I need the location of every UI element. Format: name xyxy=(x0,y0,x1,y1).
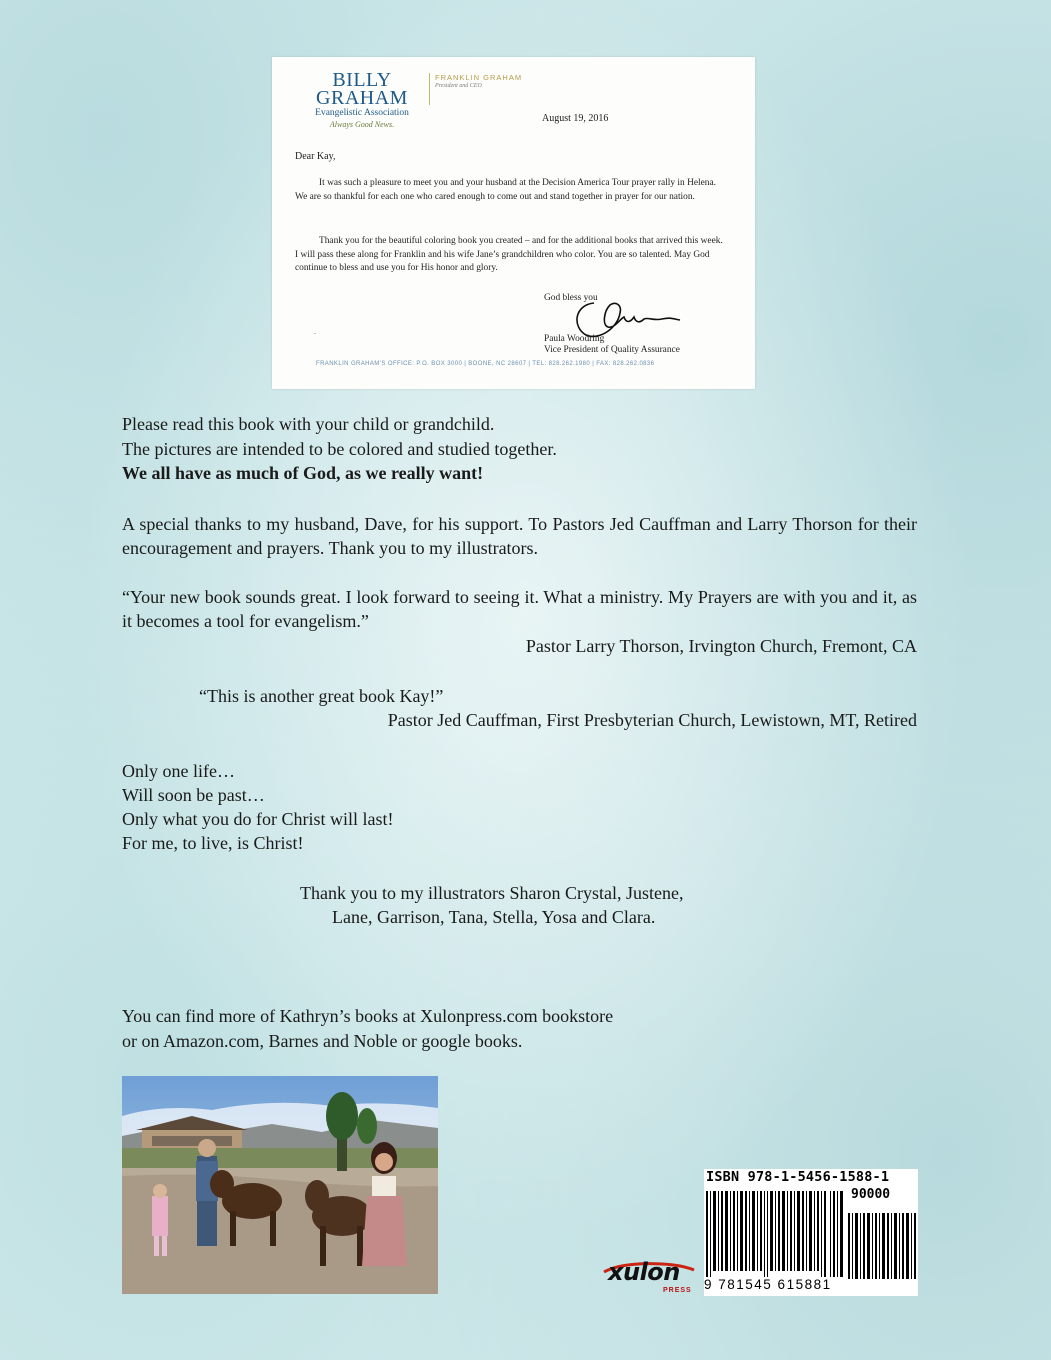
signer-title: Vice President of Quality Assurance xyxy=(544,345,680,355)
isbn-label: ISBN 978-1-5456-1588-1 xyxy=(706,1169,890,1185)
poem-line-2: Will soon be past… xyxy=(122,785,265,805)
letterhead-title: President and CEO xyxy=(435,83,482,89)
letter-salutation: Dear Kay, xyxy=(295,151,336,162)
publisher-sub: PRESS xyxy=(663,1287,692,1294)
publisher-name: xulon xyxy=(608,1258,680,1286)
intro-line-1: Please read this book with your child or grandchild. xyxy=(122,414,495,434)
letter-mark: . xyxy=(314,327,316,336)
quote-cauffman: “This is another great book Kay!” xyxy=(199,686,444,706)
letter-date: August 19, 2016 xyxy=(542,113,609,124)
logo-line-graham: GRAHAM xyxy=(316,87,408,109)
header-divider xyxy=(429,73,430,105)
author-photo xyxy=(122,1076,438,1294)
poem-line-3: Only what you do for Christ will last! xyxy=(122,809,394,829)
letter-signer xyxy=(544,334,680,356)
letter-closing: God bless you xyxy=(544,293,598,303)
intro-line-2: The pictures are intended to be colored and studied together. xyxy=(122,439,557,459)
quote-cauffman-attribution: Pastor Jed Cauffman, First Presbyterian Church, Lewistown, MT, Retired xyxy=(387,710,917,730)
thanks-paragraph: A special thanks to my husband, Dave, for his support. To Pastors Jed Cauffman and Larry Thorson for their encouragement and prayers. Thank you to my illustrators. xyxy=(122,514,917,558)
logo-line-association: Evangelistic Association xyxy=(315,108,409,118)
logo-line-billy: BILLY xyxy=(332,69,392,91)
intro-line-3: We all have as much of God, as we really want! xyxy=(122,463,484,483)
illustrators-line-1: Thank you to my illustrators Sharon Crystal, Justene, xyxy=(300,883,684,903)
barcode-bars xyxy=(704,1187,918,1279)
letter-paragraph-2: Thank you for the beautiful coloring book you created – and for the additional books that arrived this week. I will pass these along for Franklin and his wife Jane’s grandchildren who color. You are so talented. May God continue to bless and use you for His honor and glory. xyxy=(295,236,723,273)
xulon-press-logo xyxy=(602,1258,697,1298)
signer-name: Paula Woodring xyxy=(544,334,605,344)
poem-line-1: Only one life… xyxy=(122,761,235,781)
scanned-letter xyxy=(272,57,755,389)
logo-tagline: Always Good News. xyxy=(329,120,395,129)
isbn-barcode xyxy=(704,1169,918,1296)
price-code: 90000 xyxy=(851,1187,891,1202)
letterhead-name: FRANKLIN GRAHAM xyxy=(435,73,523,82)
poem-line-4: For me, to live, is Christ! xyxy=(122,833,304,853)
letter-paragraph-1: It was such a pleasure to meet you and your husband at the Decision America Tour prayer rally in Helena. We are so thankful for each one who cared enough to come out and stand together in prayer for our nation. xyxy=(295,178,716,202)
letter-footer: FRANKLIN GRAHAM’S OFFICE: P.O. BOX 3000 | BOONE, NC 28607 | TEL: 828.262.1980 | FAX: 828.262.0836 xyxy=(316,361,655,367)
illustrators-line-2: Lane, Garrison, Tana, Stella, Yosa and Clara. xyxy=(332,907,656,927)
quote-thorson-attribution: Pastor Larry Thorson, Irvington Church, Fremont, CA xyxy=(525,636,917,656)
isbn-digits: 9 781545 615881 xyxy=(704,1277,832,1292)
bgea-logo xyxy=(302,71,422,130)
more-books-line-2: or on Amazon.com, Barnes and Noble or google books. xyxy=(122,1031,523,1051)
more-books-line-1: You can find more of Kathryn’s books at Xulonpress.com bookstore xyxy=(122,1006,614,1026)
quote-thorson: “Your new book sounds great. I look forward to seeing it. What a ministry. My Prayers are with you and it, as it becomes a tool for evangelism.” xyxy=(122,587,917,631)
